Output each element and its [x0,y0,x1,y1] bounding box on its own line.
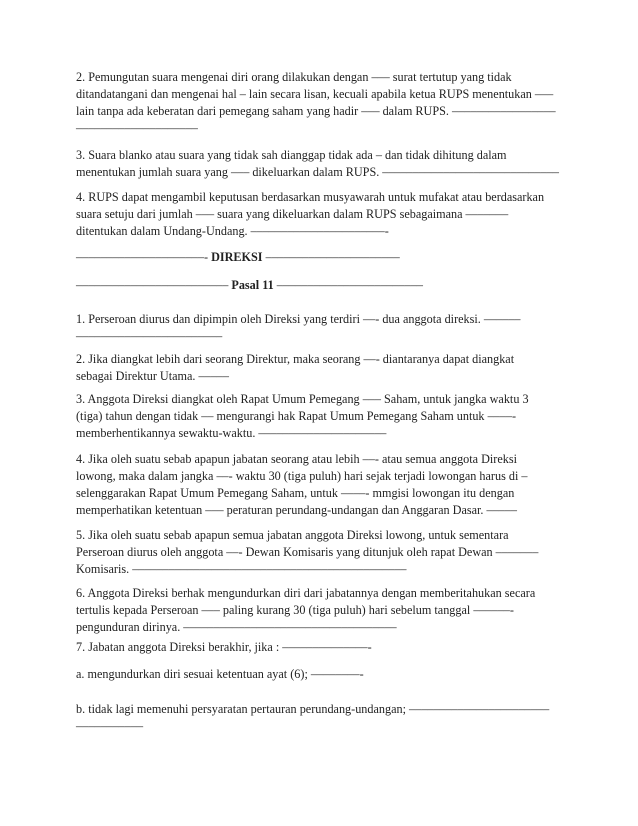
text-line: (tiga) tahun dengan tidak –– mengurangi hak Rapat Umum Pemegang Saham untuk ––––- [76,409,517,423]
paragraph-pasal-11-4 [76,451,576,519]
text-line: lowong, maka dalam jangka ––- waktu 30 (tiga puluh) hari sejak terjadi lowongan harus di – [76,469,528,483]
paragraph-pasal-11-3 [76,391,576,442]
heading-rule-left: ––––––––––––––––––––––––– [76,278,229,292]
text-line: 4. Jika oleh suatu sebab apapun jabatan seorang atau lebih ––- atau semua anggota Direksi [76,452,517,466]
text-line: 6. Anggota Direksi berhak mengundurkan diri dari jabatannya dengan memberitahukan secara [76,586,536,600]
text-line: suara setuju dari jumlah ––– suara yang dikeluarkan dalam RUPS sebagaimana ––––––– [76,207,509,221]
paragraph-voting-procedure [76,69,576,137]
text-line: tertulis kepada Perseroan ––– paling kurang 30 (tiga puluh) hari sebelum tanggal ––––––- [76,603,514,617]
heading-rule-right: –––––––––––––––––––––– [265,250,400,264]
text-line: ditandatangani dan mengenai hal – lain secara lisan, kecuali apabila ketua RUPS menentukan ––– [76,87,554,101]
text-line: 4. RUPS dapat mengambil keputusan berdasarkan musyawarah untuk mufakat atau berdasarkan [76,190,545,204]
text-line: 1. Perseroan diurus dan dipimpin oleh Direksi yang terdiri ––- dua anggota direksi. –––––– [76,312,521,326]
text-line: memperhatikan ketentuan ––– peraturan perundang-undangan dan Anggaran Dasar. ––––– [76,503,517,517]
heading-rule-left: –––––––––––––––––––––- [76,250,209,264]
heading-rule-right: –––––––––––––––––––––––– [276,278,424,292]
text-line: ––––––––––– [76,719,144,733]
text-line: 3. Suara blanko atau suara yang tidak sah dianggap tidak ada – dan tidak dihitung dalam [76,148,507,162]
text-line: a. mengundurkan diri sesuai ketentuan ayat (6); ––––––––- [76,667,364,681]
paragraph-pasal-11-6 [76,585,576,636]
paragraph-blank-votes [76,147,576,181]
text-line: –––––––––––––––––––– [76,121,198,135]
text-line: lain tanpa ada keberatan dari pemegang saham yang hadir ––– dalam RUPS. ––––––––––––––––– [76,104,556,118]
text-line: –––––––––––––––––––––––– [76,329,223,343]
paragraph-pasal-11-1 [76,311,576,345]
paragraph-pasal-11-5 [76,527,576,578]
paragraph-rups-decision [76,189,576,240]
text-line: 7. Jabatan anggota Direksi berakhir, jika : ––––––––––––––- [76,640,372,654]
text-line: ditentukan dalam Undang-Undang. ––––––––––––––––––––––- [76,224,389,238]
article-heading-pasal-11 [76,277,423,294]
heading-label: DIREKSI [211,250,263,264]
text-line: b. tidak lagi memenuhi persyaratan pertauran perundang-undangan; ––––––––––––––––––––––– [76,702,550,716]
text-line: sebagai Direktur Utama. ––––– [76,369,229,383]
paragraph-pasal-11-2 [76,351,576,385]
text-line: 5. Jika oleh suatu sebab apapun semua jabatan anggota Direksi lowong, untuk sementara [76,528,509,542]
text-line: selenggarakan Rapat Umum Pemegang Saham, untuk ––––- mmgisi lowongan itu dengan [76,486,515,500]
text-line: 2. Pemungutan suara mengenai diri orang dilakukan dengan ––– surat tertutup yang tidak [76,70,512,84]
list-item-b [76,701,576,735]
text-line: Komisaris. ––––––––––––––––––––––––––––––––––––––––––––– [76,562,407,576]
text-line: pengunduran dirinya. ––––––––––––––––––––––––––––––––––– [76,620,397,634]
text-line: 3. Anggota Direksi diangkat oleh Rapat Umum Pemegang ––– Saham, untuk jangka waktu 3 [76,392,529,406]
text-line: 2. Jika diangkat lebih dari seorang Direktur, maka seorang ––- diantaranya dapat diangkat [76,352,515,366]
text-line: menentukan jumlah suara yang ––– dikeluarkan dalam RUPS. ––––––––––––––––––––––––––––– [76,165,560,179]
text-line: memberhentikannya sewaktu-waktu. ––––––––––––––––––––– [76,426,387,440]
section-heading-direksi [76,249,400,266]
text-line: Perseroan diurus oleh anggota ––- Dewan Komisaris yang ditunjuk oleh rapat Dewan ––––––– [76,545,539,559]
paragraph-pasal-11-7 [76,639,576,656]
heading-label: Pasal 11 [231,278,274,292]
list-item-a [76,666,576,683]
